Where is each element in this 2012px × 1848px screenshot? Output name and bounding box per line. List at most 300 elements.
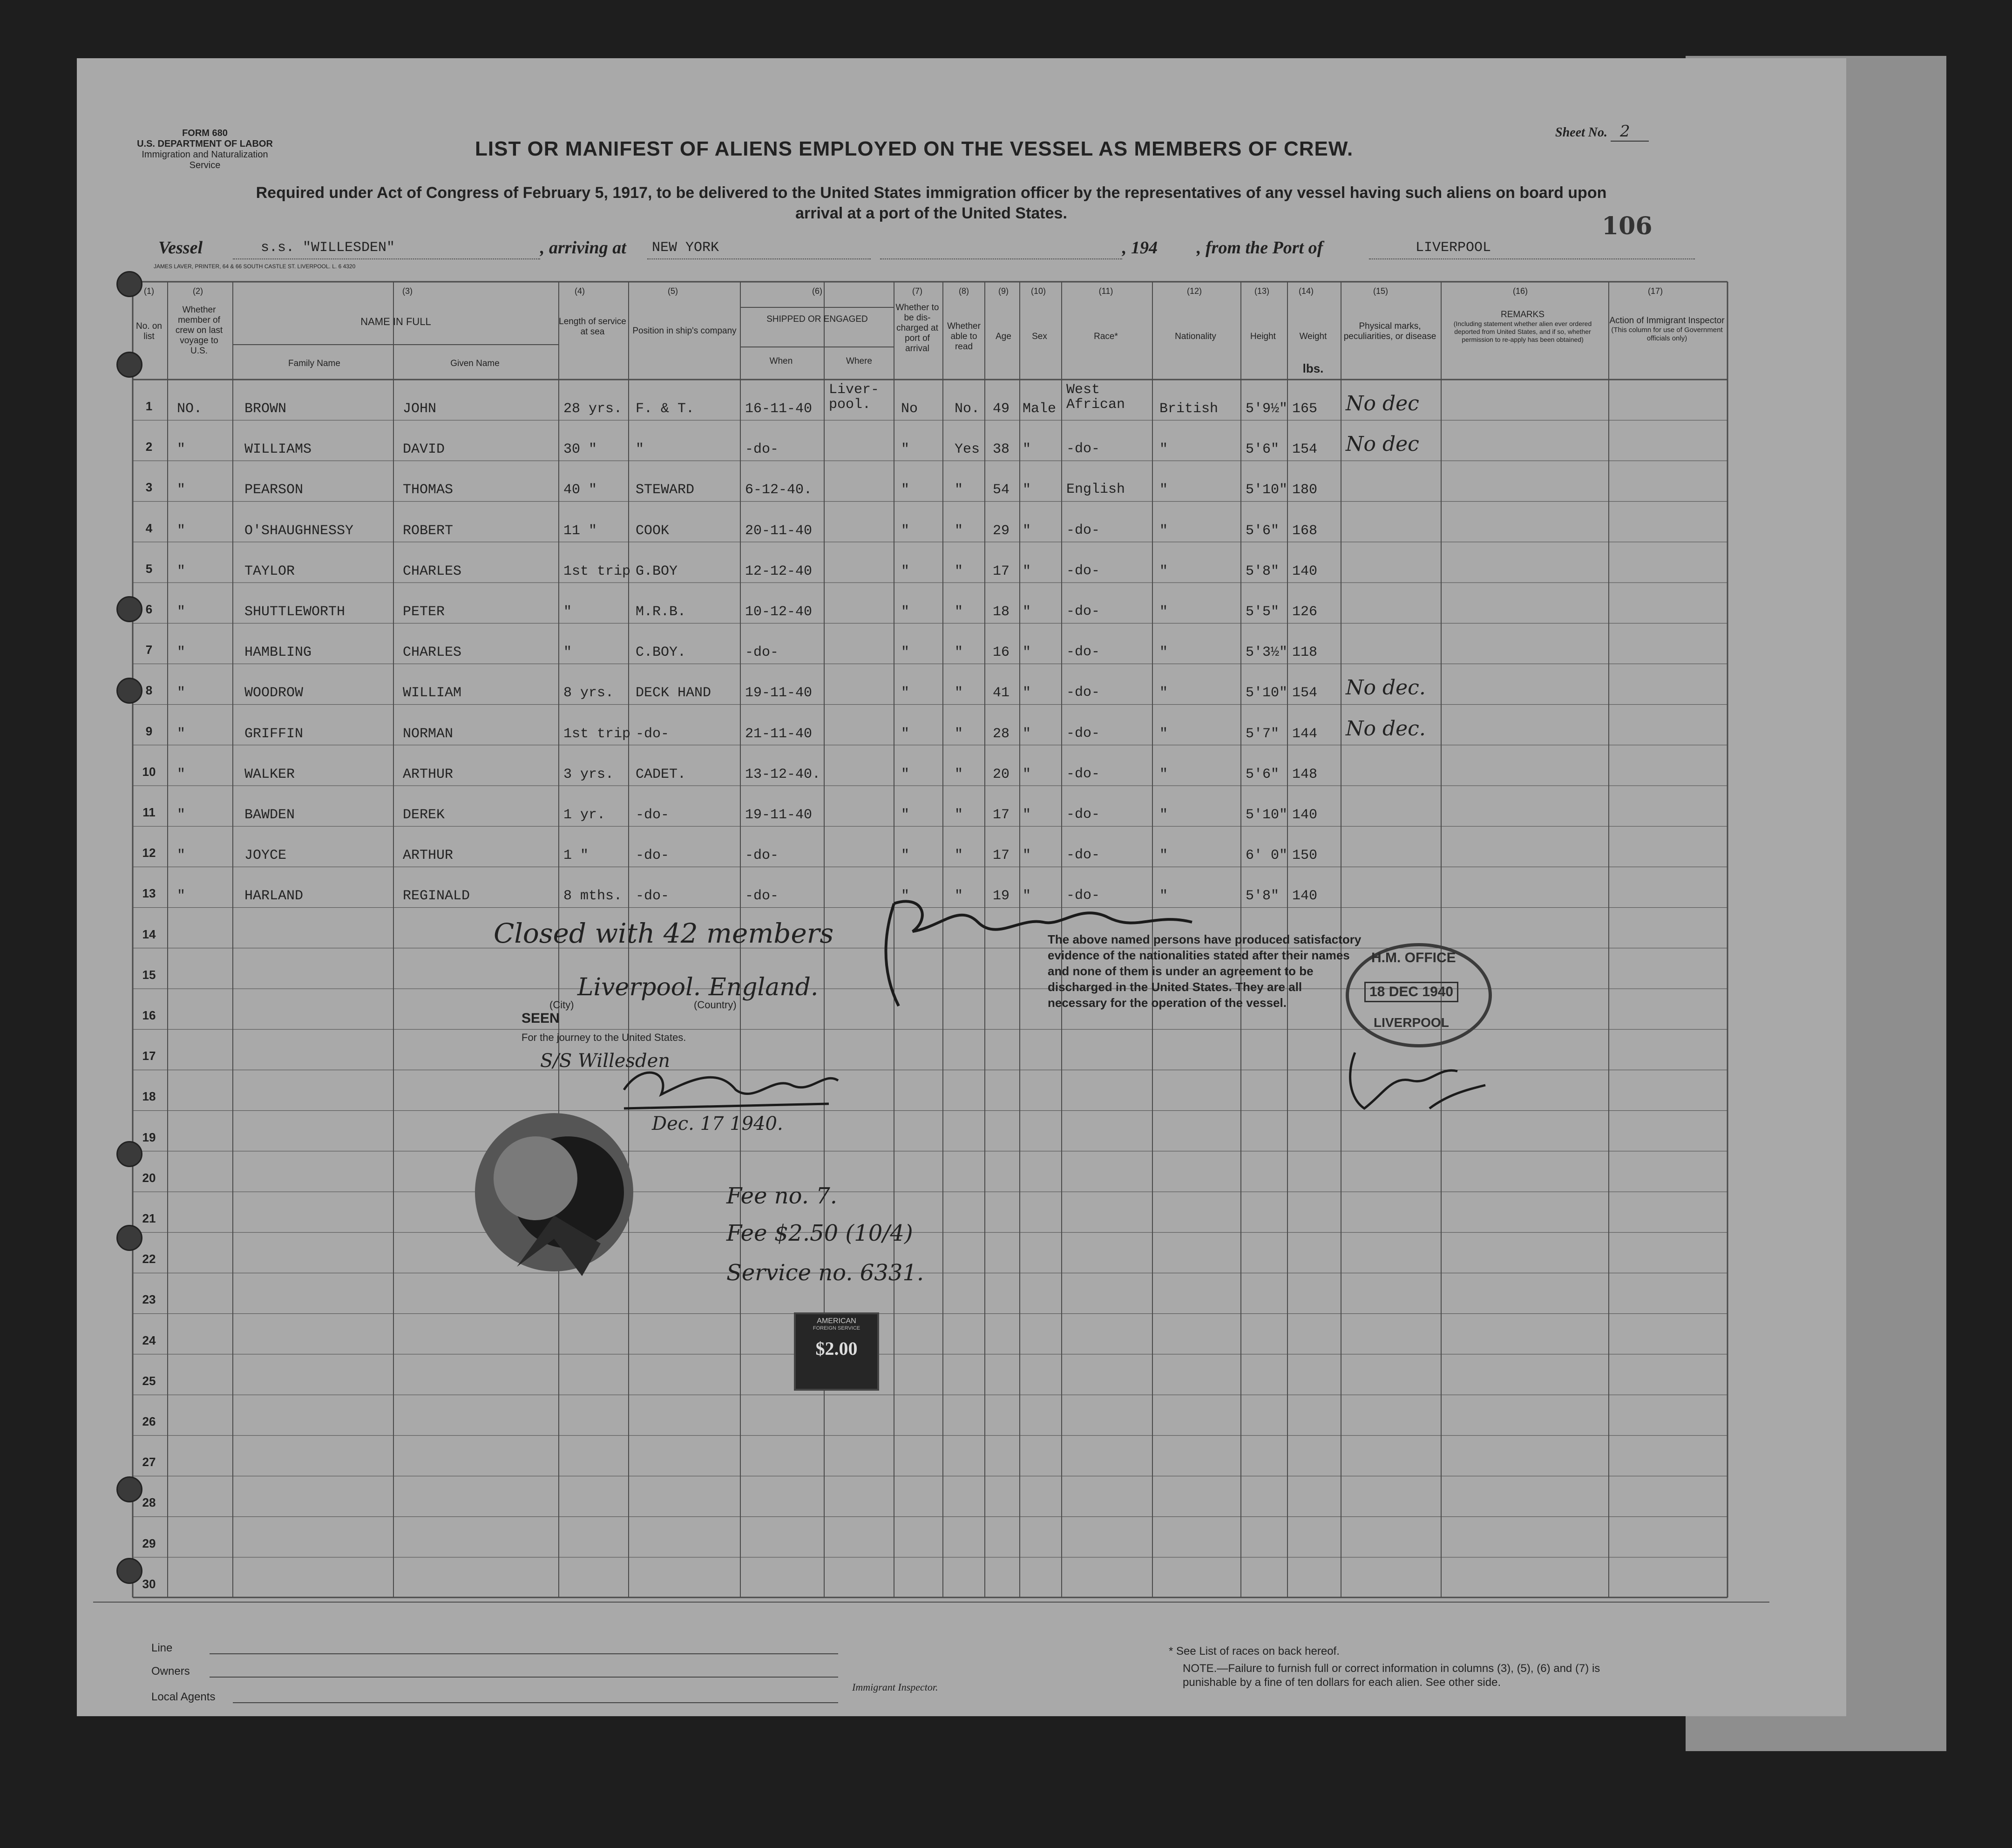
when-cell: 19-11-40	[745, 685, 813, 701]
given-name-cell: ARTHUR	[403, 848, 454, 864]
sex-cell: "	[1023, 807, 1031, 823]
height-cell: 5'10"	[1246, 685, 1288, 701]
row-number: 16	[142, 1008, 156, 1022]
height-cell: 5'9½"	[1246, 401, 1288, 417]
row-number: 12	[142, 846, 156, 860]
last-voyage-cell: "	[177, 604, 186, 620]
header-physical: Physical marks, peculiarities, or disease	[1343, 321, 1436, 341]
able-read-cell: "	[955, 645, 963, 661]
length-service-cell: 40 "	[563, 482, 597, 498]
row-number: 26	[142, 1414, 156, 1428]
sex-cell: "	[1023, 645, 1031, 661]
weight-cell: 140	[1292, 563, 1318, 579]
stamp-date: 18 DEC 1940	[1364, 982, 1458, 1002]
family-name-cell: HAMBLING	[244, 645, 312, 661]
length-service-cell: 1 yr.	[563, 807, 606, 823]
family-name-cell: JOYCE	[244, 848, 287, 864]
able-read-cell: "	[955, 726, 963, 742]
age-cell: 29	[993, 523, 1010, 539]
position-cell: STEWARD	[636, 482, 695, 498]
header-weight: Weight	[1299, 332, 1327, 341]
col-num-10: (10)	[1030, 286, 1046, 296]
where-cell: Liver-pool.	[829, 382, 880, 413]
header-lbs: lbs.	[1302, 361, 1324, 375]
race-cell: -do-	[1066, 522, 1100, 538]
printer-line: JAMES LAVER, PRINTER, 64 & 66 SOUTH CASTLE ST. LIVERPOOL. L. 6 4320	[154, 263, 356, 270]
col-num-3: (3)	[402, 286, 413, 296]
weight-cell: 148	[1292, 766, 1318, 782]
nationality-cell: "	[1159, 482, 1168, 498]
race-cell: -do-	[1066, 766, 1100, 782]
nationality-cell: "	[1159, 685, 1168, 701]
stamp-bottom: LIVERPOOL	[1374, 1015, 1449, 1030]
header-name-in-full: NAME IN FULL	[360, 316, 431, 327]
page-title: LIST OR MANIFEST OF ALIENS EMPLOYED ON THE VESSEL AS MEMBERS OF CREW.	[475, 137, 1354, 160]
age-cell: 19	[993, 888, 1010, 904]
weight-cell: 165	[1292, 401, 1318, 417]
from-label: , from the Port of	[1197, 238, 1323, 258]
family-name-cell: GRIFFIN	[244, 726, 304, 742]
age-cell: 18	[993, 604, 1010, 620]
discharged-cell: "	[901, 848, 910, 864]
able-read-cell: "	[955, 482, 963, 498]
race-cell: West African	[1066, 382, 1125, 413]
service-no: Service no. 6331.	[726, 1260, 924, 1286]
vessel-label: Vessel	[158, 238, 203, 258]
position-cell: DECK HAND	[636, 685, 711, 701]
age-cell: 38	[993, 442, 1010, 458]
binding-hole	[116, 678, 142, 704]
height-cell: 5'7"	[1246, 726, 1280, 742]
last-voyage-cell: "	[177, 482, 186, 498]
last-voyage-cell: NO.	[177, 401, 203, 417]
family-name-cell: BAWDEN	[244, 807, 295, 823]
row-number: 5	[145, 561, 153, 576]
header-no-on-list: No. on list	[136, 321, 162, 341]
closed-note: Closed with 42 members	[494, 917, 834, 949]
race-cell: -do-	[1066, 725, 1100, 741]
nationality-cell: British	[1159, 401, 1219, 417]
consular-seal	[461, 1099, 666, 1304]
country-label: (Country)	[694, 999, 737, 1011]
position-cell: -do-	[636, 807, 670, 823]
height-cell: 5'8"	[1246, 888, 1280, 904]
discharged-cell: "	[901, 766, 910, 782]
age-cell: 41	[993, 685, 1010, 701]
family-name-cell: HARLAND	[244, 888, 304, 904]
vessel-name: s.s. "WILLESDEN"	[261, 240, 395, 256]
weight-cell: 140	[1292, 807, 1318, 823]
position-cell: -do-	[636, 888, 670, 904]
given-name-cell: DEREK	[403, 807, 445, 823]
row-number: 29	[142, 1536, 156, 1550]
sex-cell: "	[1023, 685, 1031, 701]
sheet-number: Sheet No. 2	[1555, 122, 1649, 141]
sex-cell: "	[1023, 604, 1031, 620]
footer-agents: Local Agents	[151, 1691, 216, 1703]
row-number: 14	[142, 927, 156, 941]
when-cell: 19-11-40	[745, 807, 813, 823]
sex-cell: "	[1023, 523, 1031, 539]
col-num-11: (11)	[1098, 286, 1113, 296]
length-service-cell: 8 yrs.	[563, 685, 614, 701]
header-discharged: Whether to be dis-charged at port of arrival	[895, 303, 939, 353]
header-family-name: Family Name	[288, 359, 340, 368]
discharged-cell: "	[901, 523, 910, 539]
discharged-cell: "	[901, 645, 910, 661]
when-cell: -do-	[745, 888, 779, 904]
row-number: 18	[142, 1089, 156, 1104]
length-service-cell: 30 "	[563, 442, 597, 458]
length-service-cell: "	[563, 645, 572, 661]
height-cell: 5'8"	[1246, 563, 1280, 579]
sex-cell: Male	[1023, 401, 1057, 417]
col-num-16: (16)	[1512, 286, 1528, 296]
col-num-5: (5)	[668, 286, 678, 296]
header-last-voyage: Whether member of crew on last voyage to U.S.	[175, 305, 223, 356]
row-number: 15	[142, 967, 156, 982]
sex-cell: "	[1023, 442, 1031, 458]
position-cell: -do-	[636, 726, 670, 742]
given-name-cell: PETER	[403, 604, 445, 620]
discharged-cell: "	[901, 685, 910, 701]
able-read-cell: "	[955, 807, 963, 823]
col-num-4: (4)	[575, 286, 585, 296]
length-service-cell: 11 "	[563, 523, 597, 539]
length-service-cell: 1st trip	[563, 563, 631, 579]
row-number: 23	[142, 1292, 156, 1307]
physical-marks-cell: No dec.	[1346, 676, 1426, 700]
col-num-14: (14)	[1298, 286, 1314, 296]
able-read-cell: "	[955, 523, 963, 539]
when-cell: 21-11-40	[745, 726, 813, 742]
footer-owners: Owners	[151, 1665, 190, 1678]
header-remarks: REMARKS (Including statement whether alien ever ordered deported from United States, and if so, whether permission to re-apply has been obtained)	[1453, 310, 1592, 343]
age-cell: 17	[993, 848, 1010, 864]
when-cell: 12-12-40	[745, 563, 813, 579]
height-cell: 5'3½"	[1246, 645, 1288, 661]
nationality-cell: "	[1159, 848, 1168, 864]
ss-note: S/S Willesden	[540, 1050, 671, 1072]
last-voyage-cell: "	[177, 888, 186, 904]
last-voyage-cell: "	[177, 766, 186, 782]
footer-line: Line	[151, 1642, 173, 1654]
given-name-cell: CHARLES	[403, 645, 462, 661]
header-length-service: Length of service at sea	[559, 317, 626, 337]
when-cell: 6-12-40.	[745, 482, 813, 498]
discharged-cell: "	[901, 604, 910, 620]
footer-note: NOTE.—Failure to furnish full or correct information in columns (3), (5), (6) and (7) is punishable by a fine of ten dollars for each alien. See other side.	[1183, 1662, 1600, 1689]
row-number: 9	[145, 724, 153, 738]
physical-marks-cell: No dec	[1346, 432, 1419, 456]
age-cell: 28	[993, 726, 1010, 742]
race-cell: -do-	[1066, 847, 1100, 863]
family-name-cell: WILLIAMS	[244, 442, 312, 458]
weight-cell: 180	[1292, 482, 1318, 498]
discharged-cell: "	[901, 442, 910, 458]
binding-hole	[116, 596, 142, 622]
binding-hole	[116, 271, 142, 297]
header-action: Action of Immigrant Inspector (This column for use of Government officials only)	[1609, 316, 1725, 342]
length-service-cell: 1 "	[563, 848, 589, 864]
binding-hole	[116, 1558, 142, 1584]
row-number: 21	[142, 1211, 156, 1225]
header-shipped: SHIPPED OR ENGAGED	[766, 314, 868, 324]
row-number: 20	[142, 1170, 156, 1185]
nationality-cell: "	[1159, 523, 1168, 539]
sex-cell: "	[1023, 482, 1031, 498]
row-number: 8	[145, 683, 153, 698]
length-service-cell: 28 yrs.	[563, 401, 623, 417]
row-number: 25	[142, 1373, 156, 1388]
race-cell: -do-	[1066, 807, 1100, 822]
arriving-label: , arriving at	[540, 238, 626, 258]
header-nationality: Nationality	[1175, 332, 1216, 341]
row-number: 10	[142, 764, 156, 779]
fee-no: Fee no. 7.	[726, 1183, 838, 1209]
footer-line-rule	[210, 1653, 838, 1654]
able-read-cell: "	[955, 563, 963, 579]
discharged-cell: No	[901, 401, 918, 417]
family-name-cell: WOODROW	[244, 685, 304, 701]
able-read-cell: "	[955, 848, 963, 864]
able-read-cell: "	[955, 685, 963, 701]
nationality-cell: "	[1159, 726, 1168, 742]
header-given-name: Given Name	[450, 359, 500, 368]
row-number: 3	[145, 480, 153, 495]
race-cell: -do-	[1066, 685, 1100, 701]
row-number: 17	[142, 1049, 156, 1063]
form-number: FORM 680	[182, 128, 228, 138]
header-race: Race*	[1094, 332, 1118, 341]
header-position: Position in ship's company	[632, 326, 737, 336]
weight-cell: 126	[1292, 604, 1318, 620]
nationality-cell: "	[1159, 888, 1168, 904]
discharged-cell: "	[901, 482, 910, 498]
sex-cell: "	[1023, 766, 1031, 782]
weight-cell: 144	[1292, 726, 1318, 742]
physical-marks-cell: No dec	[1346, 392, 1419, 415]
position-cell: "	[636, 442, 644, 458]
binding-hole	[116, 352, 142, 378]
length-service-cell: 1st trip	[563, 726, 631, 742]
binding-hole	[116, 1476, 142, 1502]
length-service-cell: 3 yrs.	[563, 766, 614, 782]
revenue-stamp: AMERICAN FOREIGN SERVICE $2.00	[794, 1312, 879, 1391]
col-num-17: (17)	[1647, 286, 1663, 296]
race-cell: -do-	[1066, 604, 1100, 619]
given-name-cell: ROBERT	[403, 523, 454, 539]
position-cell: C.BOY.	[636, 645, 686, 661]
binding-hole	[116, 1141, 142, 1167]
given-name-cell: WILLIAM	[403, 685, 462, 701]
race-cell: -do-	[1066, 563, 1100, 579]
age-cell: 16	[993, 645, 1010, 661]
position-cell: M.R.B.	[636, 604, 686, 620]
binding-hole	[116, 1225, 142, 1251]
when-cell: 16-11-40	[745, 401, 813, 417]
position-cell: CADET.	[636, 766, 686, 782]
family-name-cell: SHUTTLEWORTH	[244, 604, 345, 620]
height-cell: 5'6"	[1246, 442, 1280, 458]
col-num-2: (2)	[193, 286, 203, 296]
inspector-signature	[1336, 1039, 1495, 1122]
place-note: Liverpool. England.	[577, 973, 819, 1001]
given-name-cell: NORMAN	[403, 726, 454, 742]
given-name-cell: THOMAS	[403, 482, 454, 498]
footer-agents-rule	[233, 1702, 838, 1703]
when-cell: 13-12-40.	[745, 766, 821, 782]
sex-cell: "	[1023, 848, 1031, 864]
age-cell: 49	[993, 401, 1010, 417]
race-cell: English	[1066, 482, 1125, 498]
nationality-cell: "	[1159, 563, 1168, 579]
row-number: 2	[145, 440, 153, 454]
header-sex: Sex	[1032, 332, 1047, 341]
col-num-9: (9)	[998, 286, 1009, 296]
length-service-cell: 8 mths.	[563, 888, 623, 904]
family-name-cell: O'SHAUGHNESSY	[244, 523, 354, 539]
journey-label: For the journey to the United States.	[522, 1032, 686, 1043]
year-label: , 194	[1122, 238, 1158, 258]
header-when: When	[769, 356, 793, 366]
subtitle: Required under Act of Congress of February 5, 1917, to be delivered to the United States immigration officer by the representatives of any vessel having such aliens on board upon arrival at a port of the United States.	[256, 184, 1607, 222]
row-number: 22	[142, 1252, 156, 1266]
weight-cell: 150	[1292, 848, 1318, 864]
height-cell: 6' 0"	[1246, 848, 1288, 864]
col-num-1: (1)	[144, 286, 154, 296]
last-voyage-cell: "	[177, 523, 186, 539]
last-voyage-cell: "	[177, 442, 186, 458]
able-read-cell: "	[955, 888, 963, 904]
given-name-cell: JOHN	[403, 401, 437, 417]
col-num-8: (8)	[959, 286, 969, 296]
discharged-cell: "	[901, 807, 910, 823]
row-number: 28	[142, 1495, 156, 1510]
race-cell: -do-	[1066, 644, 1100, 660]
col-num-6: (6)	[812, 286, 822, 296]
row-number: 4	[145, 521, 153, 535]
row-number: 19	[142, 1130, 156, 1144]
discharged-cell: "	[901, 563, 910, 579]
position-cell: G.BOY	[636, 563, 678, 579]
col-num-12: (12)	[1186, 286, 1202, 296]
weight-cell: 140	[1292, 888, 1318, 904]
when-cell: -do-	[745, 442, 779, 458]
discharged-cell: "	[901, 726, 910, 742]
position-cell: -do-	[636, 848, 670, 864]
weight-cell: 154	[1292, 685, 1318, 701]
discharged-cell: "	[901, 888, 910, 904]
department: U.S. DEPARTMENT OF LABOR	[137, 139, 273, 149]
sex-cell: "	[1023, 888, 1031, 904]
sex-cell: "	[1023, 563, 1031, 579]
arriving-port: NEW YORK	[652, 240, 719, 256]
row-number: 7	[145, 643, 153, 657]
weight-cell: 118	[1292, 645, 1318, 661]
last-voyage-cell: "	[177, 726, 186, 742]
height-cell: 5'10"	[1246, 807, 1288, 823]
last-voyage-cell: "	[177, 645, 186, 661]
length-service-cell: "	[563, 604, 572, 620]
nationality-cell: "	[1159, 807, 1168, 823]
when-cell: -do-	[745, 848, 779, 864]
when-cell: 20-11-40	[745, 523, 813, 539]
from-port: LIVERPOOL	[1416, 240, 1491, 256]
nationality-cell: "	[1159, 442, 1168, 458]
nationality-cell: "	[1159, 604, 1168, 620]
row-number: 30	[142, 1576, 156, 1591]
physical-marks-cell: No dec.	[1346, 716, 1426, 741]
row-number: 1	[145, 399, 153, 413]
weight-cell: 154	[1292, 442, 1318, 458]
given-name-cell: CHARLES	[403, 563, 462, 579]
family-name-cell: PEARSON	[244, 482, 304, 498]
height-cell: 5'10"	[1246, 482, 1288, 498]
footer-inspector: Immigrant Inspector.	[852, 1681, 938, 1693]
header-able-read: Whether able to read	[947, 321, 981, 352]
row-number: 11	[142, 805, 156, 819]
consul-date: Dec. 17 1940.	[652, 1113, 783, 1135]
given-name-cell: ARTHUR	[403, 766, 454, 782]
col-num-7: (7)	[912, 286, 922, 296]
last-voyage-cell: "	[177, 563, 186, 579]
city-label: (City)	[549, 999, 574, 1011]
stamp-top: H.M. OFFICE	[1371, 950, 1456, 965]
sex-cell: "	[1023, 726, 1031, 742]
last-voyage-cell: "	[177, 807, 186, 823]
height-cell: 5'5"	[1246, 604, 1280, 620]
given-name-cell: REGINALD	[403, 888, 470, 904]
able-read-cell: Yes	[955, 442, 980, 458]
page-number: 106	[1602, 212, 1653, 240]
when-cell: -do-	[745, 645, 779, 661]
last-voyage-cell: "	[177, 685, 186, 701]
header-age: Age	[996, 332, 1011, 341]
age-cell: 17	[993, 563, 1010, 579]
able-read-cell: "	[955, 604, 963, 620]
service: Immigration and Naturalization Service	[142, 149, 268, 170]
header-where: Where	[846, 356, 872, 366]
row-number: 13	[142, 886, 156, 901]
seen-label: SEEN	[522, 1011, 560, 1026]
last-voyage-cell: "	[177, 848, 186, 864]
family-name-cell: TAYLOR	[244, 563, 295, 579]
row-number: 24	[142, 1333, 156, 1347]
when-cell: 10-12-40	[745, 604, 813, 620]
able-read-cell: "	[955, 766, 963, 782]
given-name-cell: DAVID	[403, 442, 445, 458]
age-cell: 17	[993, 807, 1010, 823]
nationality-cell: "	[1159, 766, 1168, 782]
age-cell: 54	[993, 482, 1010, 498]
height-cell: 5'6"	[1246, 523, 1280, 539]
able-read-cell: No.	[955, 401, 980, 417]
col-num-13: (13)	[1254, 286, 1269, 296]
family-name-cell: WALKER	[244, 766, 295, 782]
family-name-cell: BROWN	[244, 401, 287, 417]
footer-owners-rule	[210, 1677, 838, 1678]
fee-amount: Fee $2.50 (10/4)	[726, 1220, 913, 1246]
row-number: 27	[142, 1455, 156, 1469]
certification-text: The above named persons have produced satisfactory evidence of the nationalities stated after their names and none of them is under an agreement to be discharged in the United States. They are all necessary for the operation of the vessel.	[1048, 932, 1362, 1010]
position-cell: COOK	[636, 523, 670, 539]
position-cell: F. & T.	[636, 401, 695, 417]
row-number: 6	[145, 602, 153, 616]
col-num-15: (15)	[1373, 286, 1388, 296]
race-cell: -do-	[1066, 888, 1100, 904]
weight-cell: 168	[1292, 523, 1318, 539]
